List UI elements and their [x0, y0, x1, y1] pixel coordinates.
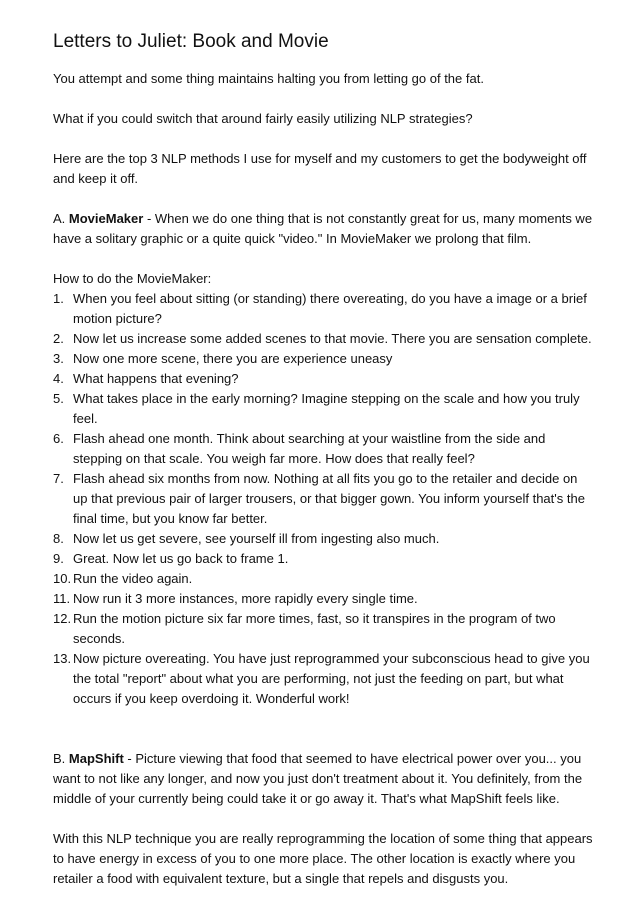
step-number: 13. — [53, 651, 72, 666]
step-text: Run the motion picture six far more times, fast, so it transpires in the program of two seconds. — [73, 611, 556, 646]
list-item — [53, 609, 593, 649]
list-item — [53, 529, 593, 549]
list-item — [53, 649, 593, 709]
step-text: When you feel about sitting (or standing) there overeating, do you have a image or a brief motion picture? — [73, 291, 587, 326]
section-b-text: - Picture viewing that food that seemed to have electrical power over you... you want to not like any longer, and now you just don't treatment about it. You definitely, from the middle of your currently being could take it or go away it. That's what MapShift feels like. — [53, 751, 583, 806]
step-number: 3. — [53, 351, 64, 366]
step-text: What happens that evening? — [73, 371, 239, 386]
list-item — [53, 329, 593, 349]
list-item — [53, 369, 593, 389]
section-a-text: - When we do one thing that is not constantly great for us, many moments we have a solitary graphic or a quite quick "video." In MovieMaker we prolong that film. — [53, 211, 593, 246]
step-number: 8. — [53, 531, 64, 546]
section-b-prefix: B. — [53, 751, 69, 766]
list-item — [53, 349, 593, 369]
step-number: 4. — [53, 371, 64, 386]
list-item — [53, 289, 593, 329]
step-number: 7. — [53, 471, 64, 486]
step-text: Run the video again. — [73, 571, 193, 586]
section-a-heading: MovieMaker — [68, 211, 144, 226]
section-b-heading: MapShift — [68, 751, 124, 766]
howto-heading: How to do the MovieMaker: — [53, 271, 212, 286]
step-number: 11. — [53, 591, 71, 606]
list-item — [53, 389, 593, 429]
step-number: 12. — [53, 611, 72, 626]
list-item — [53, 469, 593, 529]
intro-paragraph: What if you could switch that around fairly easily utilizing NLP strategies? — [53, 111, 473, 126]
list-item — [53, 569, 593, 589]
intro-paragraph: Here are the top 3 NLP methods I use for myself and my customers to get the bodyweight off and keep it off. — [53, 151, 587, 186]
step-text: Now let us get severe, see yourself ill from ingesting also much. — [73, 531, 440, 546]
moviemaker-steps — [53, 289, 593, 709]
step-text: Flash ahead six months from now. Nothing at all fits you go to the retailer and decide on up that previous pair of larger trousers, or that bigger gown. You inform yourself that's the final time, but you know far better. — [73, 471, 585, 526]
step-text: Now run it 3 more instances, more rapidly every single time. — [73, 591, 418, 606]
section-a-prefix: A. — [53, 211, 69, 226]
step-text: What takes place in the early morning? Imagine stepping on the scale and how you truly feel. — [73, 391, 580, 426]
document-body — [53, 69, 593, 889]
section-b-followup: With this NLP technique you are really reprogramming the location of some thing that appears to have energy in excess of you to one more place. The other location is exactly where you retailer a food with equivalent texture, but a single that repels and disgusts you. — [53, 831, 593, 886]
section-a-paragraph — [53, 209, 593, 249]
step-number: 2. — [53, 331, 64, 346]
step-text: Now picture overeating. You have just reprogrammed your subconscious head to give you the total "report" about what you are performing, not just the feeding on part, but what occurs if you keep overdoing it. Wonderful work! — [73, 651, 590, 706]
step-number: 10. — [53, 571, 72, 586]
page-title: Letters to Juliet: Book and Movie — [53, 31, 329, 52]
list-item — [53, 589, 593, 609]
intro-paragraph: You attempt and some thing maintains halting you from letting go of the fat. — [53, 71, 484, 86]
list-item — [53, 429, 593, 469]
step-text: Great. Now let us go back to frame 1. — [73, 551, 289, 566]
section-b-paragraph — [53, 749, 593, 809]
step-number: 6. — [53, 431, 64, 446]
step-text: Now one more scene, there you are experience uneasy — [73, 351, 393, 366]
step-number: 5. — [53, 391, 64, 406]
step-number: 1. — [53, 291, 64, 306]
step-text: Now let us increase some added scenes to that movie. There you are sensation complete. — [73, 331, 592, 346]
list-item — [53, 549, 593, 569]
step-number: 9. — [53, 551, 64, 566]
step-text: Flash ahead one month. Think about searching at your waistline from the side and stepping on that scale. You weigh far more. How does that really feel? — [73, 431, 546, 466]
